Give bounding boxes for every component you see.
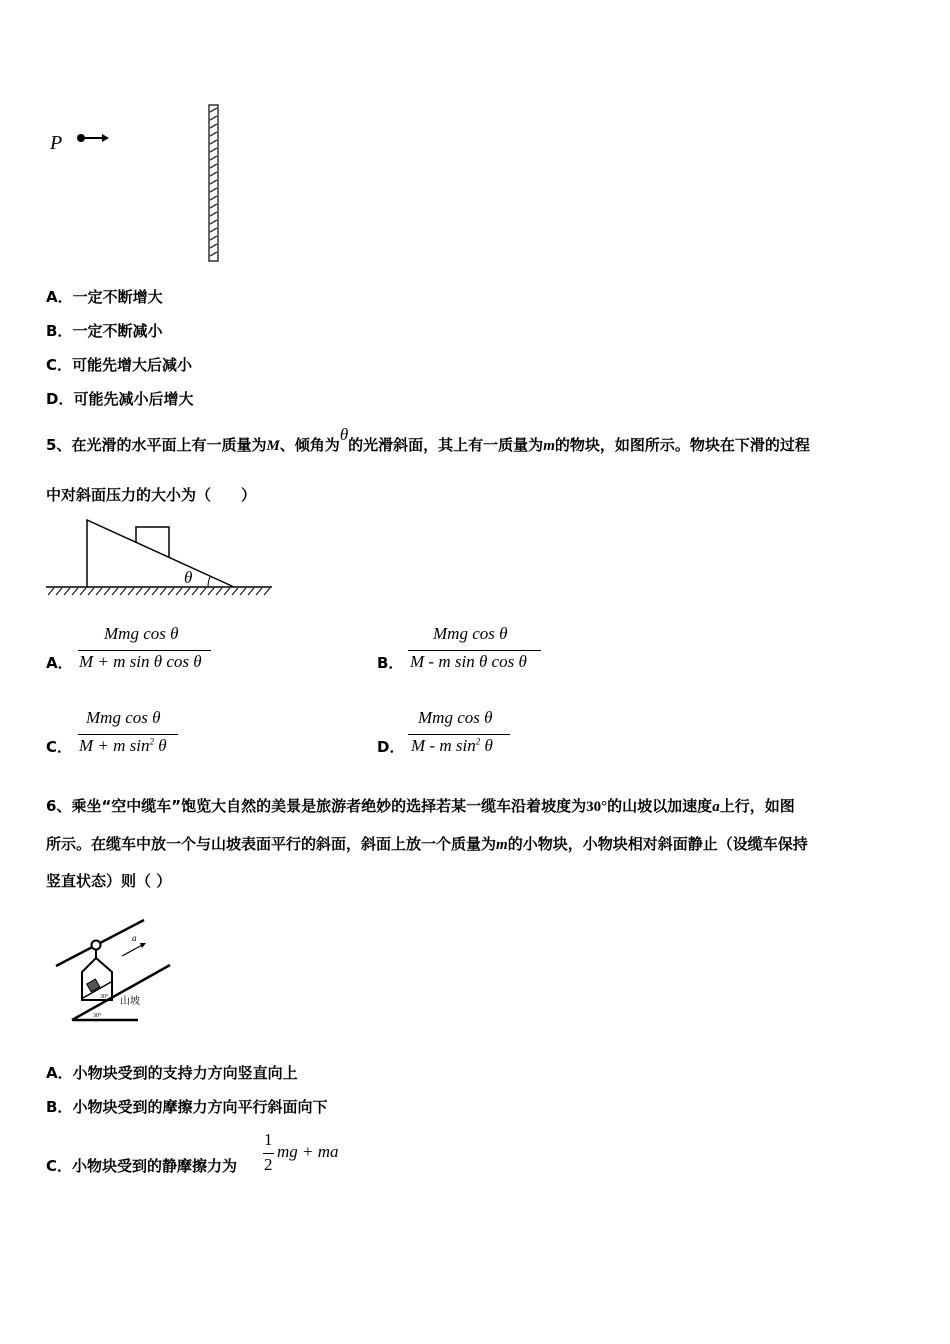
q6-stem-line1: 6、乘坐“空中缆车”饱览大自然的美景是旅游者绝妙的选择若某一缆车沿着坡度为30°的山坡以加速度a上行，如图 xyxy=(46,797,795,815)
q5-option-a-letter[interactable]: A． xyxy=(46,654,73,672)
ground-hatching xyxy=(48,588,270,595)
q4-option-c[interactable]: C．可能先增大后减小 xyxy=(46,356,193,374)
slope-label: 山坡 xyxy=(120,996,140,1007)
q4-option-b[interactable]: B．一定不断减小 xyxy=(46,322,163,340)
q5-option-b-fraction[interactable]: Mmg cos θ M - m sin θ cos θ xyxy=(408,624,543,676)
q6-figure xyxy=(50,912,180,1034)
q4-option-a[interactable]: A．一定不断增大 xyxy=(46,288,163,306)
q5-option-d-fraction[interactable]: Mmg cos θ M - m $\sin^2 \theta$ xyxy=(408,708,513,760)
pulley-wheel xyxy=(92,941,101,950)
acceleration-label: a xyxy=(132,933,137,943)
q6-option-c[interactable]: C．小物块受到的静摩擦力为 xyxy=(46,1157,238,1175)
q6-option-b[interactable]: B．小物块受到的摩擦力方向平行斜面向下 xyxy=(46,1098,328,1116)
q5-option-c-fraction[interactable]: Mmg cos θ M + m $\sin^2 \theta$ xyxy=(78,708,183,760)
arrow-head-icon xyxy=(102,134,109,142)
q5-option-c-letter[interactable]: C． xyxy=(46,738,73,756)
q4-option-d[interactable]: D．可能先减小后增大 xyxy=(46,390,194,408)
q5-option-a-fraction[interactable]: Mmg cos θ M + m sin θ cos θ xyxy=(78,624,213,676)
acceleration-arrow xyxy=(122,944,144,956)
q5-stem-line1: 5、在光滑的水平面上有一质量为M、倾角为θ的光滑斜面，其上有一质量为m的物块，如图所示。物块在下滑的过程 xyxy=(46,425,810,454)
q6-option-a[interactable]: A．小物块受到的支持力方向竖直向上 xyxy=(46,1064,298,1082)
block xyxy=(136,527,169,558)
q5-option-b-letter[interactable]: B． xyxy=(377,654,404,672)
q4-figure xyxy=(44,100,234,266)
q6-option-c-fraction: 1 2 mg + ma xyxy=(264,1130,339,1174)
q5-figure xyxy=(44,515,276,599)
slope-angle-label: 30° xyxy=(93,1013,102,1019)
q5-stem-line2: 中对斜面压力的大小为（ ） xyxy=(46,486,257,504)
q6-stem-line3: 竖直状态）则（ ） xyxy=(46,872,172,890)
point-p-label: P xyxy=(50,132,63,154)
inner-angle-label: 30° xyxy=(100,994,109,1000)
angle-theta-label: θ xyxy=(184,568,193,587)
angle-arc xyxy=(208,576,210,587)
q5-option-d-letter[interactable]: D． xyxy=(377,738,405,756)
incline-wedge xyxy=(87,520,234,587)
q6-stem-line2: 所示。在缆车中放一个与山坡表面平行的斜面，斜面上放一个质量为m的小物块，小物块相对斜面静止（设缆车保持 xyxy=(46,835,808,853)
